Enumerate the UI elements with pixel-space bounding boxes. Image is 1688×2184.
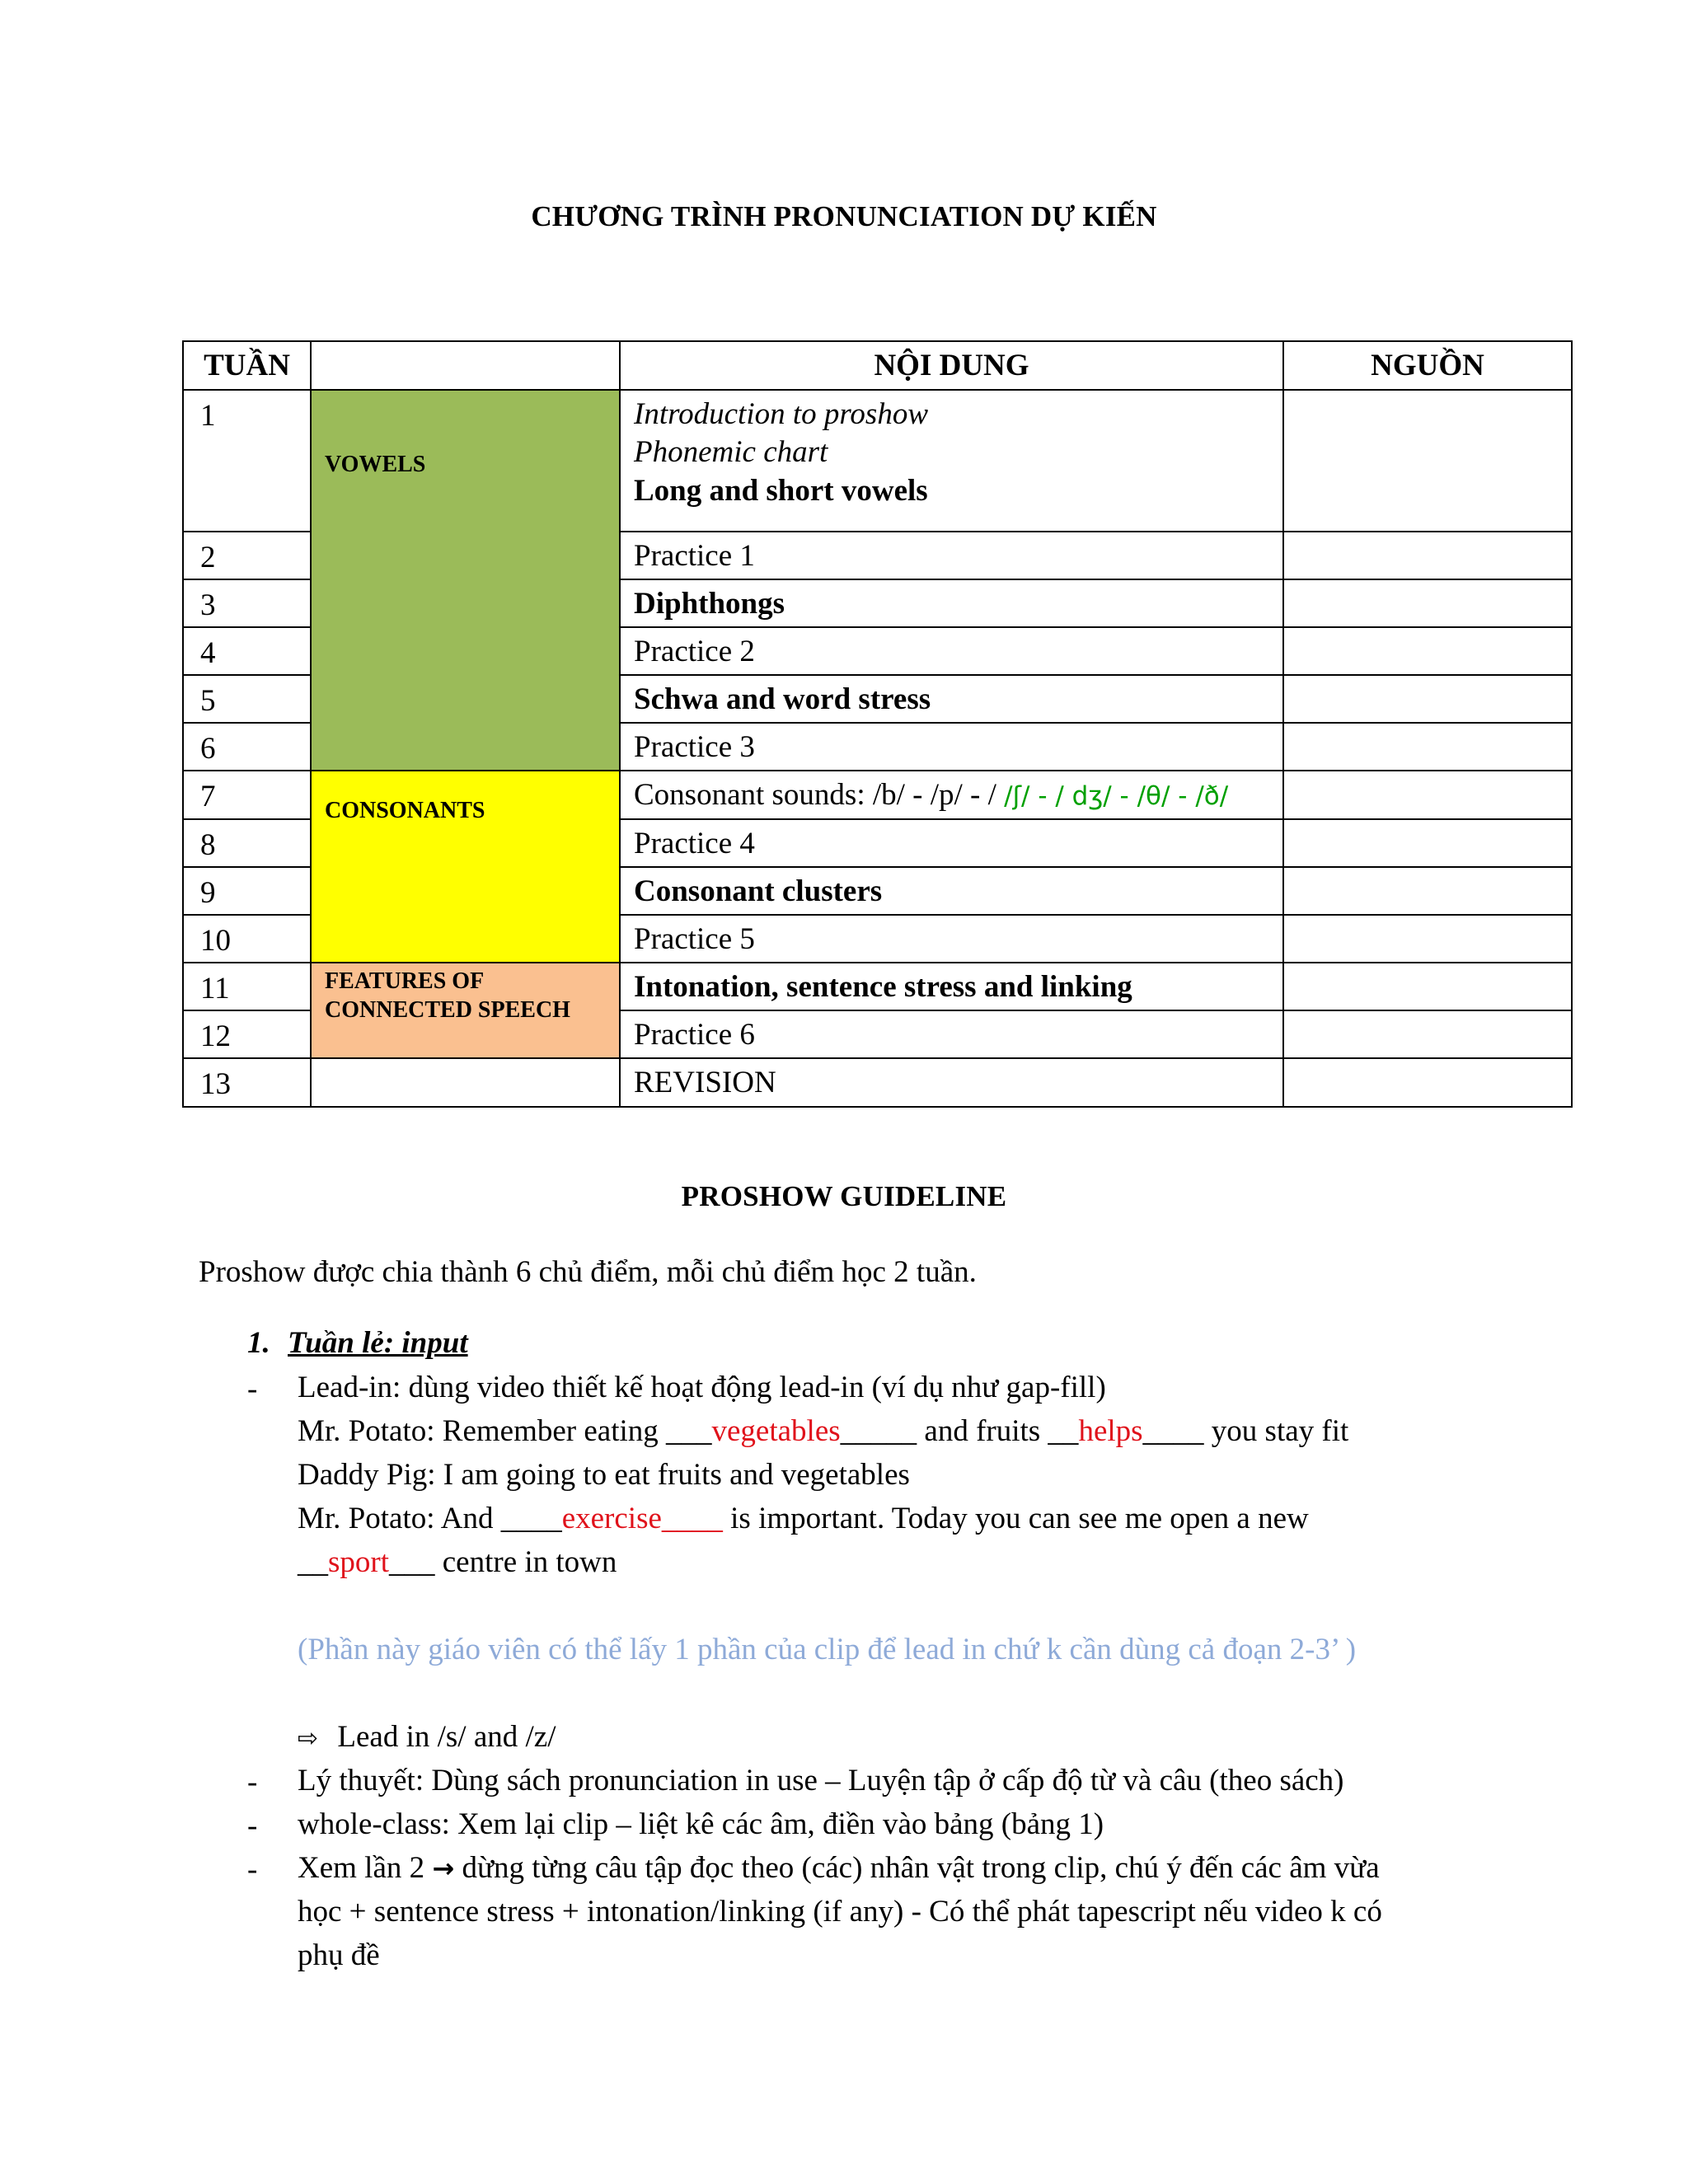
- category-empty: [311, 1058, 620, 1107]
- week-content: Intonation, sentence stress and linking: [620, 963, 1283, 1010]
- dialogue-line: Mr. Potato: Remember eating ___vegetables_____ and fruits __helps____ you stay fit: [298, 1414, 1349, 1448]
- leadin-text: Lead-in: dùng video thiết kế hoạt động lead-in (ví dụ như gap-fill): [298, 1371, 1106, 1404]
- consonant-sounds-text: Consonant sounds: /b/ - /p/ - /: [634, 778, 1005, 812]
- week-content: Practice 5: [620, 915, 1283, 963]
- section-number: 1.: [247, 1326, 270, 1360]
- table-row: [183, 390, 1572, 532]
- source-cell: [1283, 1058, 1572, 1107]
- answer-helps: helps: [1078, 1414, 1143, 1448]
- second-viewing-text-line2: học + sentence stress + intonation/linking (if any) - Có thể phát tapescript nếu video k có: [298, 1895, 1382, 1929]
- content-line: Introduction to proshow: [634, 397, 928, 431]
- table-row: [183, 1058, 1572, 1107]
- header-week: TUẦN: [183, 341, 311, 390]
- second-viewing-text-line3: phụ đề: [298, 1938, 380, 1972]
- content-line: Long and short vowels: [634, 473, 928, 508]
- schedule-table: [182, 340, 1573, 1108]
- week-content: Practice 4: [620, 819, 1283, 867]
- source-cell: [1283, 579, 1572, 627]
- arrow-item: [298, 1716, 556, 1759]
- source-cell: [1283, 390, 1572, 532]
- dash-bullet: -: [247, 1853, 258, 1886]
- category-features: FEATURES OF CONNECTED SPEECH: [311, 963, 620, 1058]
- answer-exercise: exercise: [561, 1502, 662, 1535]
- week-number: 5: [183, 675, 311, 723]
- guideline-intro: Proshow được chia thành 6 chủ điểm, mỗi chủ điểm học 2 tuần.: [199, 1255, 977, 1289]
- source-cell: [1283, 675, 1572, 723]
- week-content: [620, 771, 1283, 819]
- source-cell: [1283, 723, 1572, 771]
- week-number: 4: [183, 627, 311, 675]
- arrow-item-text: Lead in /s/ and /z/: [337, 1720, 556, 1754]
- guideline-title: PROSHOW GUIDELINE: [681, 1180, 1007, 1212]
- week-number: 6: [183, 723, 311, 771]
- dialogue-line: Daddy Pig: I am going to eat fruits and vegetables: [298, 1458, 910, 1492]
- dash-bullet: -: [247, 1765, 258, 1799]
- category-vowels: VOWELS: [311, 390, 620, 771]
- week-content: Diphthongs: [620, 579, 1283, 627]
- second-viewing-text: Xem lần 2 → dừng từng câu tập đọc theo (các) nhân vật trong clip, chú ý đến các âm vừa: [298, 1851, 1380, 1885]
- week-content: Practice 3: [620, 723, 1283, 771]
- source-cell: [1283, 819, 1572, 867]
- source-cell: [1283, 771, 1572, 819]
- week-number: 1: [183, 390, 311, 532]
- dialogue-line: __sport___ centre in town: [298, 1545, 617, 1579]
- category-consonants: CONSONANTS: [311, 771, 620, 963]
- right-arrow-icon: →: [432, 1853, 455, 1884]
- week-content: Consonant clusters: [620, 867, 1283, 915]
- header-category: [311, 341, 620, 390]
- week-number: 3: [183, 579, 311, 627]
- dialogue-line: Mr. Potato: And ____exercise____ is important. Today you can see me open a new: [298, 1502, 1309, 1535]
- source-cell: [1283, 532, 1572, 579]
- section-heading: [247, 1322, 468, 1365]
- table-row: [183, 771, 1572, 819]
- dash-bullet: -: [247, 1372, 258, 1406]
- week-number: 7: [183, 771, 311, 819]
- week-content: Practice 2: [620, 627, 1283, 675]
- table-header-row: [183, 341, 1572, 390]
- week-content: Schwa and word stress: [620, 675, 1283, 723]
- ipa-symbols: /ʃ/ - / dʒ/ - /θ/ - /ð/: [1004, 781, 1229, 811]
- week-content: [620, 390, 1283, 532]
- source-cell: [1283, 1010, 1572, 1058]
- teacher-note: (Phần này giáo viên có thể lấy 1 phần của clip để lead in chứ k cần dùng cả đoạn 2-3’ ): [298, 1633, 1357, 1666]
- source-cell: [1283, 867, 1572, 915]
- theory-text: Lý thuyết: Dùng sách pronunciation in use – Luyện tập ở cấp độ từ và câu (theo sách): [298, 1764, 1344, 1797]
- week-number: 8: [183, 819, 311, 867]
- week-content: Practice 6: [620, 1010, 1283, 1058]
- answer-sport: sport: [328, 1545, 389, 1579]
- content-line: Phonemic chart: [634, 435, 828, 470]
- wholeclass-text: whole-class: Xem lại clip – liệt kê các âm, điền vào bảng (bảng 1): [298, 1807, 1104, 1841]
- week-content: REVISION: [620, 1058, 1283, 1107]
- source-cell: [1283, 963, 1572, 1010]
- week-number: 9: [183, 867, 311, 915]
- answer-vegetables: vegetables: [711, 1414, 841, 1448]
- week-number: 2: [183, 532, 311, 579]
- dash-bullet: -: [247, 1809, 258, 1843]
- week-number: 11: [183, 963, 311, 1010]
- week-content: Practice 1: [620, 532, 1283, 579]
- week-number: 13: [183, 1058, 311, 1107]
- arrow-icon: ⇨: [298, 1724, 319, 1753]
- section-title: Tuần lẻ: input: [288, 1326, 468, 1360]
- source-cell: [1283, 915, 1572, 963]
- table-row: [183, 963, 1572, 1010]
- week-number: 10: [183, 915, 311, 963]
- document-title: CHƯƠNG TRÌNH PRONUNCIATION DỰ KIẾN: [531, 200, 1157, 232]
- source-cell: [1283, 627, 1572, 675]
- week-number: 12: [183, 1010, 311, 1058]
- header-content: NỘI DUNG: [620, 341, 1283, 390]
- header-source: NGUỒN: [1283, 341, 1572, 390]
